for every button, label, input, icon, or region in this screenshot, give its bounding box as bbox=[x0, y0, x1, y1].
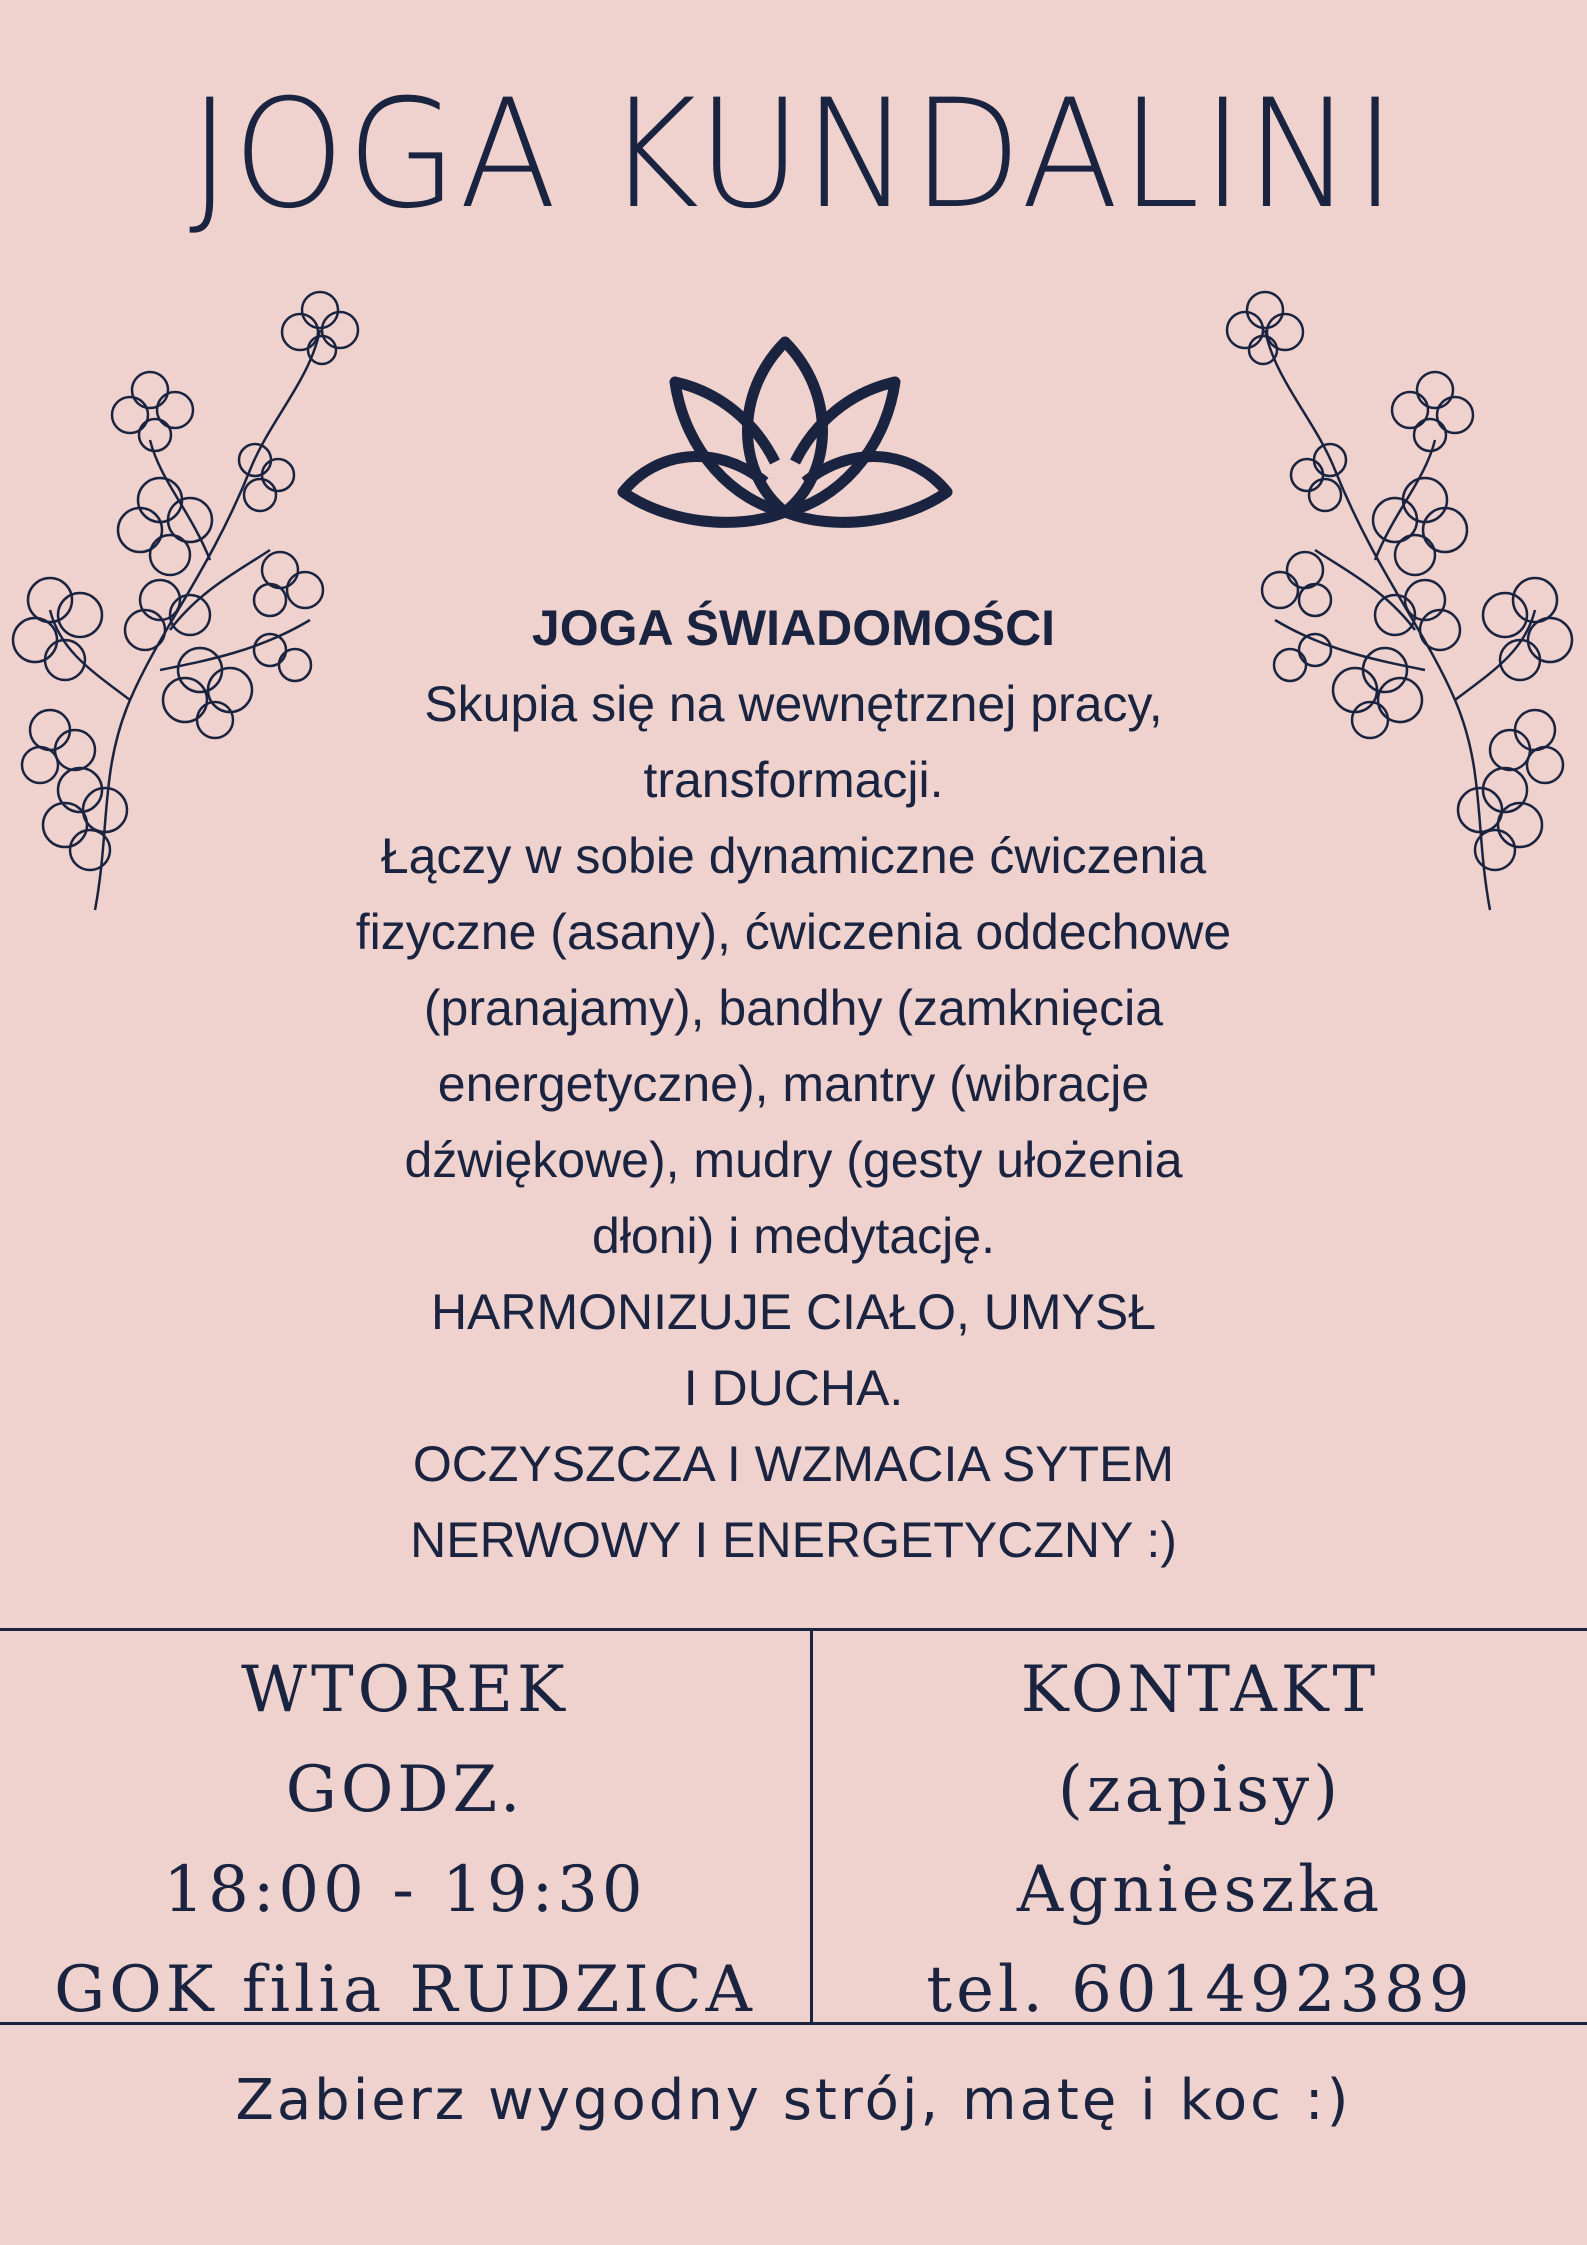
blossom bbox=[282, 292, 358, 364]
poster-title: JOGA KUNDALINI bbox=[188, 68, 1399, 242]
contact-name: Agnieszka bbox=[1016, 1853, 1384, 1927]
description-line: Skupia się na wewnętrznej pracy, bbox=[424, 676, 1163, 732]
description-line: energetyczne), mantry (wibracje bbox=[437, 1056, 1150, 1112]
schedule-block bbox=[0, 1640, 810, 2027]
divider-top bbox=[0, 1628, 1587, 1631]
contact-note: (zapisy) bbox=[1057, 1753, 1343, 1827]
schedule-day: WTOREK bbox=[241, 1653, 569, 1727]
description-line: transformacji. bbox=[643, 752, 944, 808]
description-line: dłoni) i medytację. bbox=[592, 1208, 995, 1264]
subtitle: JOGA ŚWIADOMOŚCI bbox=[531, 600, 1056, 656]
description-line: HARMONIZUJE CIAŁO, UMYSŁ bbox=[430, 1284, 1157, 1340]
description-line: OCZYSZCZA I WZMACIA SYTEM bbox=[412, 1436, 1175, 1492]
description-line: Łączy w sobie dynamiczne ćwiczenia bbox=[380, 828, 1207, 884]
lotus-icon bbox=[615, 332, 955, 542]
contact-heading: KONTAKT bbox=[1020, 1653, 1380, 1727]
schedule-hour-label: GODZ. bbox=[285, 1753, 525, 1827]
contact-phone: tel. 601492389 bbox=[926, 1953, 1474, 2027]
schedule-place: GOK filia RUDZICA bbox=[54, 1953, 756, 2027]
description-line: I DUCHA. bbox=[683, 1360, 904, 1416]
description-line: fizyczne (asany), ćwiczenia oddechowe bbox=[355, 904, 1232, 960]
description-block bbox=[240, 590, 1347, 1578]
contact-block bbox=[813, 1640, 1587, 2027]
footer-note: Zabierz wygodny strój, matę i koc :) bbox=[235, 2068, 1352, 2133]
description-line: NERWOWY I ENERGETYCZNY :) bbox=[410, 1512, 1177, 1568]
schedule-time: 18:00 - 19:30 bbox=[163, 1853, 647, 1927]
description-line: dźwiękowe), mudry (gesty ułożenia bbox=[404, 1132, 1183, 1188]
description-line: (pranajamy), bandhy (zamknięcia bbox=[423, 980, 1164, 1036]
